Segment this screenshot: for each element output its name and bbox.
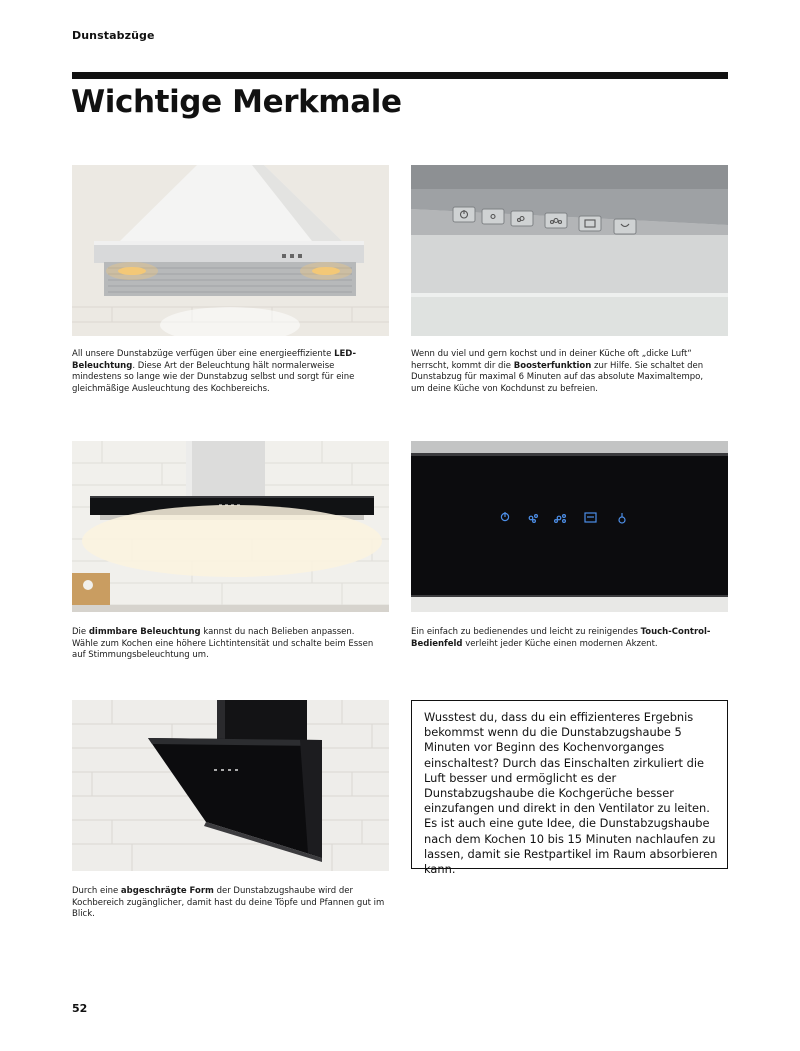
angled-hood-photo (72, 700, 389, 871)
caption-highlight: abgeschrägte Form (120, 886, 214, 896)
booster-buttons-photo (411, 165, 728, 336)
caption-text: Durch eine (72, 886, 121, 896)
led-caption (72, 349, 376, 395)
page-title: Wichtige Merkmale (71, 84, 402, 120)
caption-text: der Dunstabzugshaube wird der Kochbereich zugänglicher, damit hast du deine Töpfe und Pfannen gut im Blick. (72, 886, 385, 920)
section-label: Dunstabzüge (72, 29, 155, 42)
caption-text: Wenn du viel und gern kochst und in deiner Küche oft „dicke Luft“ herrscht, kommt dir die (411, 349, 692, 371)
caption-text: kannst du nach Belieben anpassen. Wähle zum Kochen eine höhere Lichtintensität und schalte beim Essen auf Stimmungsbeleuchtung um. (72, 627, 374, 661)
caption-highlight: LED-Beleuchtung (72, 349, 357, 371)
booster-caption (411, 349, 716, 395)
caption-highlight: Boosterfunktion (513, 360, 592, 371)
touch-control-photo (411, 441, 728, 612)
dimmable-hood-photo (72, 441, 389, 612)
touch-control-caption (411, 627, 721, 650)
page-number: 52 (72, 1002, 88, 1015)
caption-text: All unsere Dunstabzüge verfügen über eine energieeffiziente (72, 349, 335, 359)
title-rule (72, 72, 728, 79)
dimmable-caption (72, 627, 377, 662)
caption-text: zur Hilfe. Sie schaltet den Dunstabzug für maximal 6 Minuten auf das absolute Maximaltempo, um deine Küche von Kochdunst zu befreien. (411, 360, 704, 394)
caption-text: Die (72, 627, 89, 637)
tip-box: Wusstest du, dass du ein effizienteres Ergebnis bekommst wenn du die Dunstabzugshaube 5 Minuten vor Beginn des Kochenvorganges einschaltest? Durch das Einschalten zirkuliert die Luft besser und ermöglicht es der Dunstabzugshaube die Kochgerüche besser einzufangen und direkt in den Ventilator zu leiten. Es ist auch eine gute Idee, die Dunstabzugshaube nach dem Kochen 10 bis 15 Minuten nachlaufen zu lassen, damit sie Restpartikel im Raum absorbieren kann. (411, 700, 728, 869)
caption-text: verleiht jeder Küche einen modernen Akzent. (462, 638, 658, 649)
angled-caption (72, 886, 390, 921)
caption-highlight: dimmbare Beleuchtung (88, 627, 201, 637)
caption-text: . Diese Art der Beleuchtung hält normalerweise mindestens so lange wie der Dunstabzug selbst und sorgt für eine gleichmäßige Ausleuchtung des Kochbereichs. (72, 360, 355, 394)
caption-text: Ein einfach zu bedienendes und leicht zu reinigendes (411, 627, 641, 637)
caption-highlight: Touch-Control-Bedienfeld (411, 627, 711, 649)
led-hood-photo (72, 165, 389, 336)
